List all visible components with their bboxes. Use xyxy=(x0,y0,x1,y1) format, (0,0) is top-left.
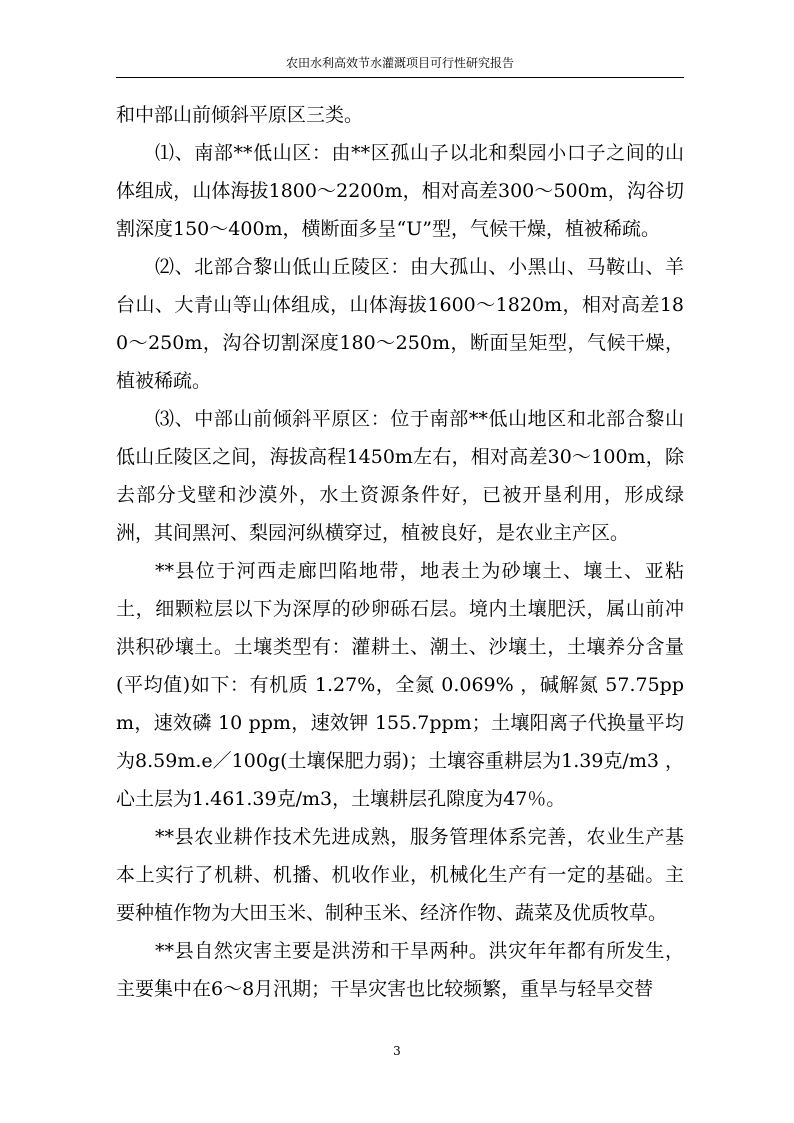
paragraph-central-plain: ⑶、中部山前倾斜平原区：位于南部**低山地区和北部合黎山低山丘陵区之间，海拔高程1450m左右，相对高差30～100m，除去部分戈壁和沙漠外，水土资源条件好，已被开垦利用，形成绿洲，其间黑河、梨园河纵横穿过，植被良好，是农业主产区。 xyxy=(116,408,684,544)
paragraph-soil: **县位于河西走廊凹陷地带，地表土为砂壤土、壤土、亚粘土，细颗粒层以下为深厚的砂卵砾石层。境内土壤肥沃，属山前冲洪积砂壤土。土壤类型有：灌耕土、潮土、沙壤土，土壤养分含量(平均值)如下：有机质 1.27%，全氮 0.069% ，碱解氮 57.75ppm，速效磷 10 ppm，速效钾 155.7ppm；土壤阳离子代换量平均为8.59m.e／100g(土壤保肥力弱)；土壤容重耕层为1.39克/m3 ，心土层为1.461.39克/m3，土壤耕层孔隙度为47％。 xyxy=(116,560,684,810)
page-number: 3 xyxy=(393,1044,401,1058)
paragraph-southern-low-mountain: ⑴、南部**低山区：由**区孤山子以北和梨园小口子之间的山体组成，山体海拔1800～2200m，相对高差300～500m，沟谷切割深度150～400m，横断面多呈“U”型，气候干燥，植被稀疏。 xyxy=(116,142,684,240)
paragraph-agriculture: **县农业耕作技术先进成熟，服务管理体系完善，农业生产基本上实行了机耕、机播、机收作业，机械化生产有一定的基础。主要种植作物为大田玉米、制种玉米、经济作物、蔬菜及优质牧草。 xyxy=(116,826,684,924)
running-header: 农田水利高效节水灌溉项目可行性研究报告 xyxy=(285,56,514,70)
paragraph-natural-disasters: **县自然灾害主要是洪涝和干旱两种。洪灾年年都有所发生，主要集中在6～8月汛期；干旱灾害也比较频繁，重旱与轻旱交替 xyxy=(116,940,684,1000)
document-body xyxy=(116,96,684,1008)
paragraph-continuation: 和中部山前倾斜平原区三类。 xyxy=(116,104,364,126)
header-rule xyxy=(116,77,684,78)
paragraph-northern-heli-hills: ⑵、北部合黎山低山丘陵区：由大孤山、小黑山、马鞍山、羊台山、大青山等山体组成，山体海拔1600～1820m，相对高差180～250m，沟谷切割深度180～250m，断面呈矩型，气候干燥，植被稀疏。 xyxy=(116,256,684,392)
